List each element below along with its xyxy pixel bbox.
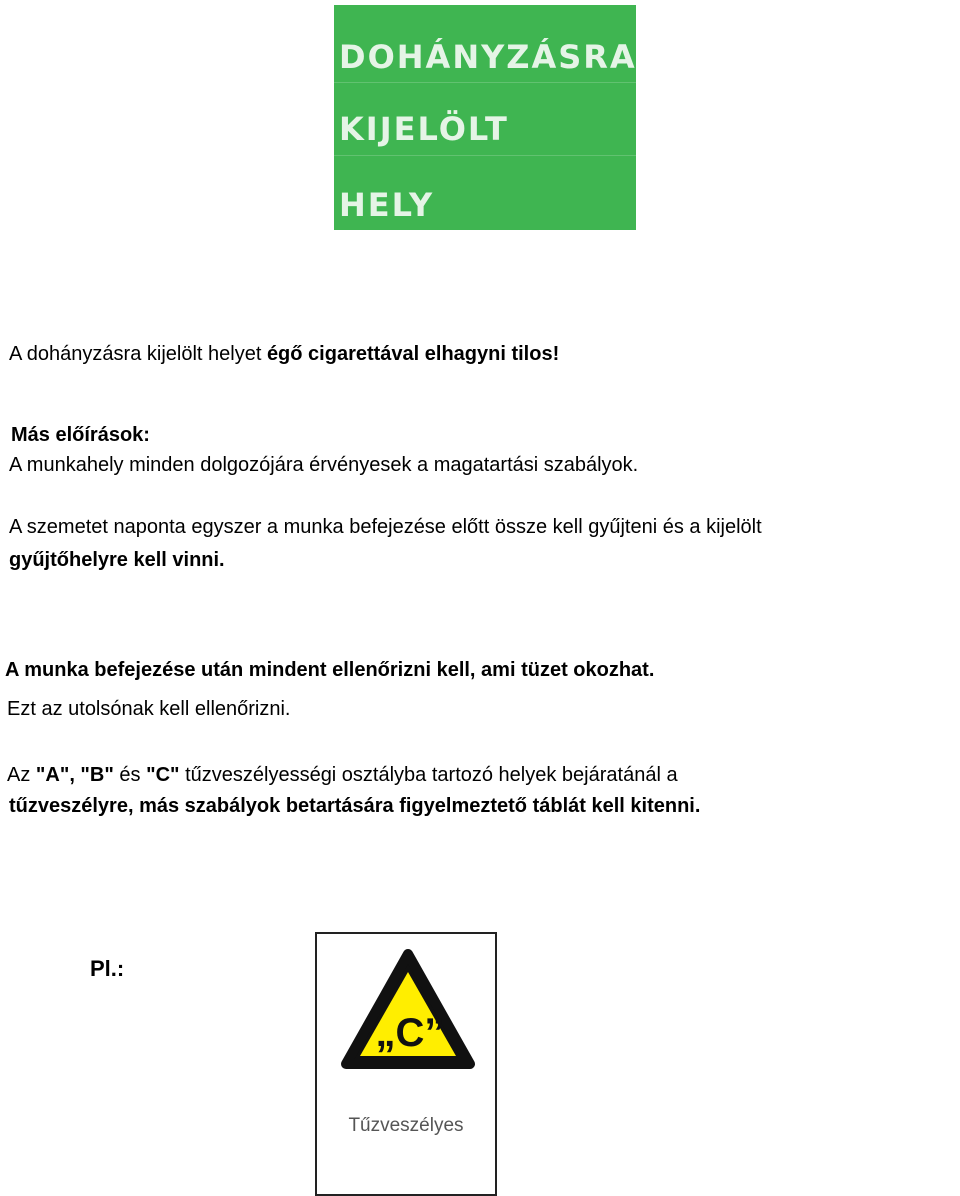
text-part: és <box>113 764 147 786</box>
warning-triangle-icon <box>317 934 495 1114</box>
sign-line-1: DOHÁNYZÁSRA <box>339 38 637 76</box>
other-rules-heading: Más előírások: <box>11 424 150 446</box>
sign-caption: Tűzveszélyes <box>348 1115 464 1136</box>
example-label: Pl.: <box>90 956 125 981</box>
sign-class-letter: „C” <box>375 1011 445 1055</box>
waste-rule-line-2: gyűjtőhelyre kell vinni. <box>9 549 225 571</box>
fire-class-rule-line-1 <box>7 762 678 788</box>
rule-emphasis: égő cigarettával elhagyni tilos! <box>266 343 560 365</box>
rule-text: A dohányzásra kijelölt helyet <box>9 343 267 365</box>
sign-divider <box>334 82 636 83</box>
other-rules-text: A munkahely minden dolgozójára érvényesek a magatartási szabályok. <box>9 454 639 476</box>
text-part: Az <box>7 764 36 786</box>
check-rule-line-1: A munka befejezése után mindent ellenőrizni kell, ami tüzet okozhat. <box>5 659 655 681</box>
fire-hazard-sign <box>315 932 497 1196</box>
class-ab: "A", "B" <box>35 764 114 786</box>
text-part: tűzveszélyességi osztályba tartozó helyek bejáratánál a <box>179 764 678 786</box>
fire-class-rule-line-2: tűzveszélyre, más szabályok betartására figyelmeztető táblát kell kitenni. <box>9 795 701 817</box>
class-c: "C" <box>146 764 180 786</box>
sign-line-3: HELY <box>339 186 435 224</box>
check-rule-line-2: Ezt az utolsónak kell ellenőrizni. <box>7 698 291 720</box>
waste-rule-line-1: A szemetet naponta egyszer a munka befejezése előtt össze kell gyűjteni és a kijelölt <box>9 516 762 538</box>
sign-divider <box>334 155 636 156</box>
sign-line-2: KIJELÖLT <box>339 110 509 148</box>
rule-leaving-with-cigarette <box>9 341 559 367</box>
smoking-area-sign <box>334 5 636 230</box>
